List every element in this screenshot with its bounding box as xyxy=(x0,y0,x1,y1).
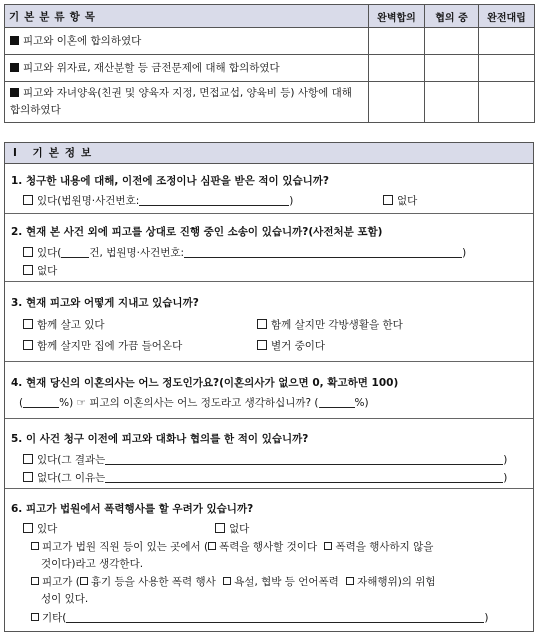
q6-no-checkbox[interactable] xyxy=(215,523,225,533)
q4-defendant-question: 피고의 이혼의사는 어느 정도라고 생각하십니까? ( xyxy=(89,397,319,409)
q6-other-label: 기타( xyxy=(42,612,67,624)
q2-no-checkbox[interactable] xyxy=(23,265,33,275)
q2-yes-label-b: 건, 법원명·사건번호: xyxy=(89,247,185,259)
column-full-agreement: 완벽합의 xyxy=(369,5,425,28)
question-3-title: 3. 현재 피고와 어떻게 지내고 있습니까? xyxy=(11,297,199,309)
q2-yes-checkbox[interactable] xyxy=(23,247,33,257)
q5-yes-checkbox[interactable] xyxy=(23,454,33,464)
cell-full-agreement[interactable] xyxy=(369,82,425,123)
question-1 xyxy=(5,164,533,214)
q6-self-harm-label: 자해행위)의 위험 xyxy=(357,576,436,588)
q3-rarely-home-label: 함께 살지만 집에 가끔 들어온다 xyxy=(37,340,183,352)
q5-reason-field[interactable] xyxy=(105,471,503,483)
q6-yes-label: 있다 xyxy=(37,523,58,535)
item-divorce-agreement: 피고와 이혼에 합의하였다 xyxy=(23,34,142,47)
cell-full-conflict[interactable] xyxy=(479,82,535,123)
q4-percent-label: %) xyxy=(59,397,74,409)
q3-living-together-checkbox[interactable] xyxy=(23,319,33,329)
q6-risk-label-cont: 성이 있다. xyxy=(41,593,89,605)
q6-court-violence-checkbox[interactable] xyxy=(31,542,39,550)
q6-paren-close: ) xyxy=(484,612,489,624)
q6-court-violence-label-cont: 것이다)라고 생각한다. xyxy=(41,558,144,570)
question-5 xyxy=(5,419,533,489)
cell-full-conflict[interactable] xyxy=(479,55,535,82)
q6-weapon-label: 흉기 등을 사용한 폭력 행사 xyxy=(90,576,216,588)
table-row xyxy=(5,82,535,123)
q4-percent-label-2: %) xyxy=(354,397,369,409)
table-row xyxy=(5,28,535,55)
q5-result-field[interactable] xyxy=(105,453,503,465)
item-child-custody-agreement: 피고와 자녀양육(친권 및 양육자 지정, 면접교섭, 양육비 등) 사항에 대해 합의하였다 xyxy=(10,87,352,116)
cell-full-agreement[interactable] xyxy=(369,55,425,82)
q4-paren-open: ( xyxy=(19,397,24,409)
q6-will-use-violence-checkbox[interactable] xyxy=(208,542,216,550)
q4-own-percent-field[interactable] xyxy=(23,396,59,408)
q6-weapon-checkbox[interactable] xyxy=(80,577,88,585)
question-3 xyxy=(5,282,533,362)
classification-header: 기본분류항목 xyxy=(5,5,369,28)
cell-full-agreement[interactable] xyxy=(369,28,425,55)
q3-living-together-label: 함께 살고 있다 xyxy=(37,319,105,331)
question-5-title: 5. 이 사건 청구 이전에 피고와 대화나 협의를 한 적이 있습니까? xyxy=(11,433,309,445)
question-1-title: 1. 청구한 내용에 대해, 이전에 조정이나 심판을 받은 적이 있습니까? xyxy=(11,175,329,187)
q1-yes-checkbox[interactable] xyxy=(23,195,33,205)
q6-other-field[interactable] xyxy=(66,611,484,623)
q6-will-use-violence-label: 폭력을 행사할 것이다 xyxy=(219,541,318,553)
question-4 xyxy=(5,362,533,419)
q6-no-label: 없다 xyxy=(229,523,250,535)
q6-yes-checkbox[interactable] xyxy=(23,523,33,533)
q3-separated-label: 별거 중이다 xyxy=(271,340,326,352)
q6-verbal-abuse-checkbox[interactable] xyxy=(223,577,231,585)
q1-no-label: 없다 xyxy=(397,195,418,207)
q1-yes-label: 있다(법원명·사건번호: xyxy=(37,195,140,207)
q3-separate-rooms-checkbox[interactable] xyxy=(257,319,267,329)
q5-no-label: 없다(그 이유는 xyxy=(37,472,106,484)
q6-will-not-use-violence-label: 폭력을 행사하지 않을 xyxy=(335,541,434,553)
q1-case-number-field[interactable] xyxy=(139,194,289,206)
cell-in-negotiation[interactable] xyxy=(425,82,479,123)
basic-info-section xyxy=(4,142,534,632)
q6-verbal-abuse-label: 욕설, 협박 등 언어폭력 xyxy=(234,576,339,588)
q6-court-violence-label: 피고가 법원 직원 등이 있는 곳에서 ( xyxy=(42,541,209,553)
q3-separate-rooms-label: 함께 살지만 각방생활을 한다 xyxy=(271,319,403,331)
q2-paren-close: ) xyxy=(462,247,467,259)
table-row xyxy=(5,55,535,82)
question-2 xyxy=(5,214,533,282)
question-6 xyxy=(5,489,533,631)
cell-full-conflict[interactable] xyxy=(479,28,535,55)
classification-table xyxy=(4,4,535,123)
q4-defendant-percent-field[interactable] xyxy=(319,396,355,408)
q5-yes-label: 있다(그 결과는 xyxy=(37,454,106,466)
q6-will-not-use-violence-checkbox[interactable] xyxy=(324,542,332,550)
question-2-title: 2. 현재 본 사건 외에 피고를 상대로 진행 중인 소송이 있습니까?(사전처분 포함) xyxy=(11,226,383,238)
column-full-conflict: 완전대립 xyxy=(479,5,535,28)
pointing-hand-icon: ☞ xyxy=(76,397,86,409)
q5-no-checkbox[interactable] xyxy=(23,472,33,482)
question-6-title: 6. 피고가 법원에서 폭력행사를 할 우려가 있습니까? xyxy=(11,503,254,515)
q2-count-field[interactable] xyxy=(61,246,89,258)
q6-self-harm-checkbox[interactable] xyxy=(346,577,354,585)
question-4-title: 4. 현재 당신의 이혼의사는 어느 정도인가요?(이혼의사가 없으면 0, 확고하면 100) xyxy=(11,377,399,389)
q2-case-number-field[interactable] xyxy=(184,246,462,258)
filled-square-bullet-icon xyxy=(10,88,19,97)
q1-no-checkbox[interactable] xyxy=(383,195,393,205)
classification-header-row xyxy=(5,5,535,28)
q6-risk-label: 피고가 ( xyxy=(42,576,80,588)
q2-no-label: 없다 xyxy=(37,265,58,277)
cell-in-negotiation[interactable] xyxy=(425,28,479,55)
q2-yes-label: 있다( xyxy=(37,247,62,259)
section-title: I 기본정보 xyxy=(5,143,533,164)
q5-paren-close-2: ) xyxy=(503,472,508,484)
cell-in-negotiation[interactable] xyxy=(425,55,479,82)
column-in-negotiation: 협의 중 xyxy=(425,5,479,28)
q5-paren-close: ) xyxy=(503,454,508,466)
q3-separated-checkbox[interactable] xyxy=(257,340,267,350)
filled-square-bullet-icon xyxy=(10,36,19,45)
q6-other-checkbox[interactable] xyxy=(31,613,39,621)
q6-risk-checkbox[interactable] xyxy=(31,577,39,585)
q1-paren-close: ) xyxy=(289,195,294,207)
filled-square-bullet-icon xyxy=(10,63,19,72)
q3-rarely-home-checkbox[interactable] xyxy=(23,340,33,350)
item-financial-agreement: 피고와 위자료, 재산분할 등 금전문제에 대해 합의하였다 xyxy=(23,61,280,74)
